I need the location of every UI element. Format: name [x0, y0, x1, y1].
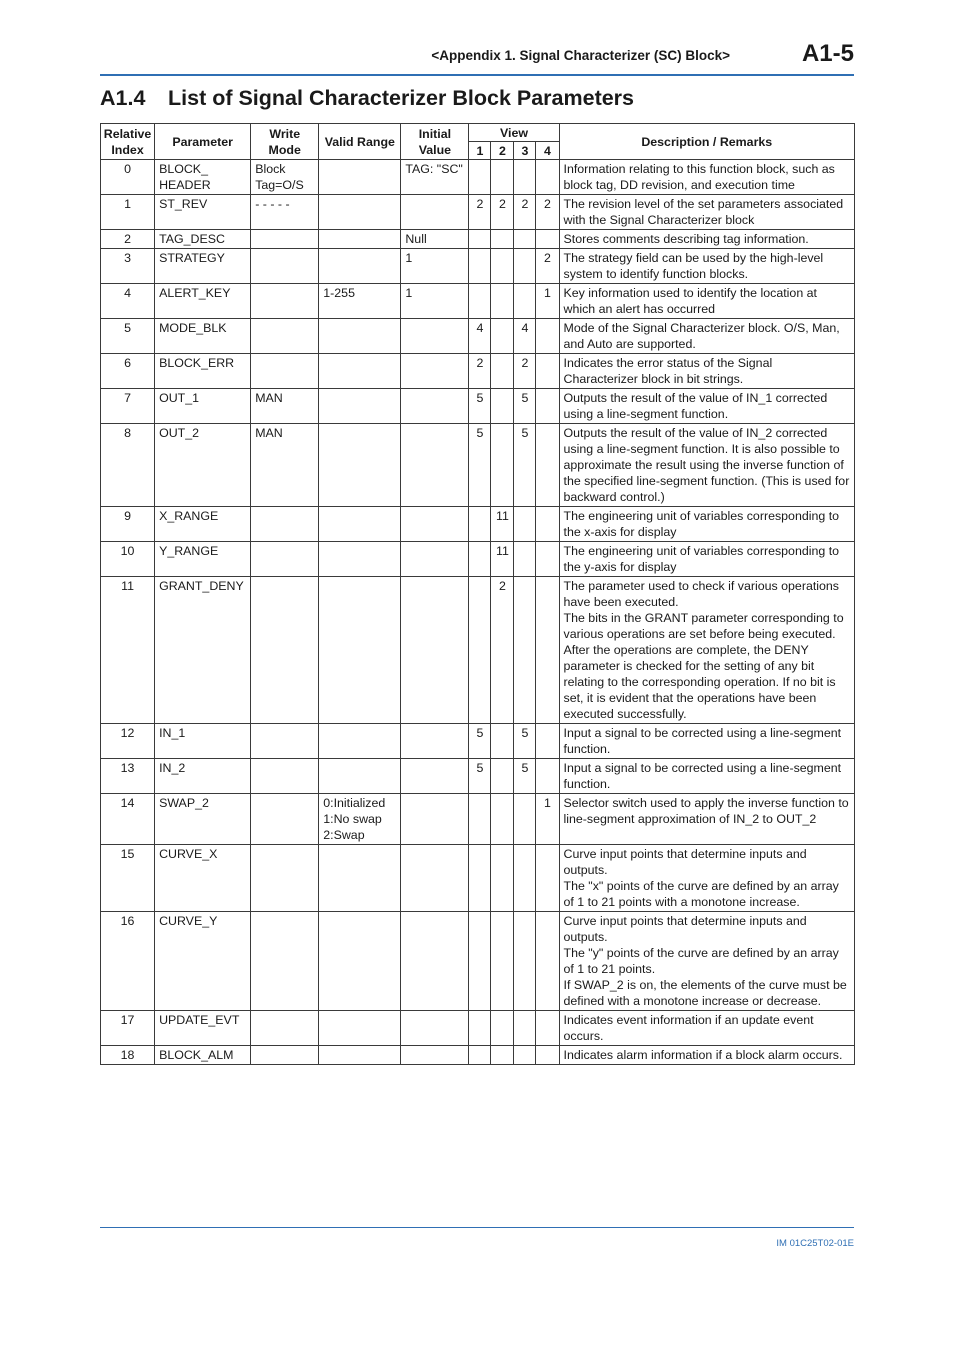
cell-description: Indicates the error status of the Signal Characterizer block in bit strings. [559, 354, 854, 389]
cell-view-3 [514, 507, 536, 542]
cell-initial-value [401, 724, 469, 759]
table-row [101, 912, 855, 1011]
cell-valid-range [319, 354, 401, 389]
cell-valid-range [319, 577, 401, 724]
cell-view-4 [536, 577, 559, 724]
cell-view-1 [469, 794, 491, 845]
cell-description: Information relating to this function block, such as block tag, DD revision, and execution time [559, 160, 854, 195]
col-header-view-1: 1 [469, 142, 491, 160]
cell-valid-range [319, 1011, 401, 1046]
cell-write-mode [251, 794, 319, 845]
cell-view-2: 2 [491, 195, 514, 230]
cell-view-4 [536, 230, 559, 249]
cell-view-4 [536, 507, 559, 542]
cell-initial-value [401, 542, 469, 577]
cell-view-2 [491, 724, 514, 759]
cell-write-mode [251, 1046, 319, 1065]
cell-view-1 [469, 912, 491, 1011]
cell-index: 12 [101, 724, 155, 759]
cell-description: Outputs the result of the value of IN_2 corrected using a line-segment function. It is also possible to approximate the result using the inverse function of the specified line-segment function. (This is used for backward control.) [559, 424, 854, 507]
cell-valid-range [319, 195, 401, 230]
cell-initial-value [401, 319, 469, 354]
document-id: IM 01C25T02-01E [776, 1238, 854, 1249]
cell-write-mode [251, 759, 319, 794]
cell-description: The engineering unit of variables corresponding to the y-axis for display [559, 542, 854, 577]
cell-valid-range [319, 249, 401, 284]
table-row [101, 230, 855, 249]
cell-description: Stores comments describing tag information. [559, 230, 854, 249]
cell-valid-range [319, 389, 401, 424]
cell-valid-range [319, 160, 401, 195]
cell-view-4: 1 [536, 284, 559, 319]
cell-view-1: 5 [469, 759, 491, 794]
cell-view-1: 5 [469, 724, 491, 759]
cell-index: 8 [101, 424, 155, 507]
cell-write-mode [251, 845, 319, 912]
table-row [101, 284, 855, 319]
cell-view-4 [536, 319, 559, 354]
cell-initial-value: 1 [401, 249, 469, 284]
table-row [101, 794, 855, 845]
cell-view-3: 5 [514, 724, 536, 759]
cell-parameter: ST_REV [155, 195, 251, 230]
cell-view-3 [514, 845, 536, 912]
cell-write-mode [251, 542, 319, 577]
cell-description: Indicates alarm information if a block alarm occurs. [559, 1046, 854, 1065]
cell-write-mode [251, 912, 319, 1011]
cell-parameter: GRANT_DENY [155, 577, 251, 724]
cell-description: The engineering unit of variables corresponding to the x-axis for display [559, 507, 854, 542]
cell-parameter: TAG_DESC [155, 230, 251, 249]
cell-valid-range: 1-255 [319, 284, 401, 319]
cell-description: Indicates event information if an update event occurs. [559, 1011, 854, 1046]
cell-view-1 [469, 249, 491, 284]
cell-view-2 [491, 845, 514, 912]
cell-view-4 [536, 1011, 559, 1046]
cell-write-mode [251, 577, 319, 724]
cell-initial-value: 1 [401, 284, 469, 319]
cell-parameter: IN_1 [155, 724, 251, 759]
cell-view-2 [491, 249, 514, 284]
cell-view-1 [469, 230, 491, 249]
cell-view-2 [491, 160, 514, 195]
page-number: A1-5 [801, 40, 854, 67]
table-row [101, 424, 855, 507]
col-header-index: Relative Index [101, 124, 155, 160]
cell-parameter: CURVE_Y [155, 912, 251, 1011]
cell-index: 13 [101, 759, 155, 794]
cell-view-4 [536, 160, 559, 195]
col-header-view: View [469, 124, 559, 142]
cell-valid-range: 0:Initialized 1:No swap 2:Swap [319, 794, 401, 845]
cell-view-2 [491, 230, 514, 249]
cell-initial-value [401, 794, 469, 845]
cell-index: 2 [101, 230, 155, 249]
cell-index: 10 [101, 542, 155, 577]
cell-write-mode [251, 284, 319, 319]
cell-write-mode [251, 1011, 319, 1046]
table-row [101, 577, 855, 724]
cell-description: The parameter used to check if various operations have been executed. The bits in the GRANT parameter corresponding to various operations are set before being executed. After the operations are complete, the DENY parameter is checked for the setting of any bit relating to the corresponding operation. If no bit is set, it is evident that the operations have been executed successfully. [559, 577, 854, 724]
cell-view-2 [491, 319, 514, 354]
cell-write-mode: - - - - - [251, 195, 319, 230]
table-row [101, 319, 855, 354]
table-row [101, 845, 855, 912]
cell-view-2 [491, 1046, 514, 1065]
cell-view-1 [469, 160, 491, 195]
cell-valid-range [319, 507, 401, 542]
cell-parameter: ALERT_KEY [155, 284, 251, 319]
cell-view-4 [536, 1046, 559, 1065]
cell-index: 9 [101, 507, 155, 542]
cell-write-mode [251, 354, 319, 389]
cell-valid-range [319, 230, 401, 249]
cell-valid-range [319, 912, 401, 1011]
cell-view-2 [491, 284, 514, 319]
col-header-initial-value: Initial Value [401, 124, 469, 160]
cell-index: 17 [101, 1011, 155, 1046]
cell-index: 11 [101, 577, 155, 724]
table-row [101, 249, 855, 284]
cell-view-1: 2 [469, 354, 491, 389]
cell-view-3 [514, 912, 536, 1011]
footer-rule [100, 1227, 854, 1228]
cell-view-2 [491, 424, 514, 507]
cell-view-3: 4 [514, 319, 536, 354]
cell-initial-value [401, 424, 469, 507]
cell-write-mode [251, 249, 319, 284]
cell-parameter: BLOCK_ALM [155, 1046, 251, 1065]
section-title-text: List of Signal Characterizer Block Parameters [168, 86, 635, 110]
cell-description: Key information used to identify the location at which an alert has occurred [559, 284, 854, 319]
cell-description: Input a signal to be corrected using a line-segment function. [559, 724, 854, 759]
cell-view-1: 2 [469, 195, 491, 230]
cell-initial-value: Null [401, 230, 469, 249]
cell-view-4 [536, 542, 559, 577]
table-row [101, 1011, 855, 1046]
cell-parameter: UPDATE_EVT [155, 1011, 251, 1046]
cell-view-2: 11 [491, 507, 514, 542]
cell-valid-range [319, 424, 401, 507]
cell-parameter: Y_RANGE [155, 542, 251, 577]
cell-initial-value [401, 759, 469, 794]
cell-write-mode [251, 230, 319, 249]
cell-view-3 [514, 1011, 536, 1046]
col-header-description: Description / Remarks [559, 124, 854, 160]
cell-initial-value [401, 389, 469, 424]
table-row [101, 507, 855, 542]
cell-parameter: OUT_1 [155, 389, 251, 424]
cell-view-1 [469, 507, 491, 542]
cell-view-3 [514, 160, 536, 195]
col-header-view-3: 3 [514, 142, 536, 160]
cell-initial-value [401, 577, 469, 724]
cell-initial-value [401, 1011, 469, 1046]
cell-write-mode: MAN [251, 424, 319, 507]
cell-write-mode: MAN [251, 389, 319, 424]
cell-index: 14 [101, 794, 155, 845]
cell-parameter: MODE_BLK [155, 319, 251, 354]
header-rule [100, 74, 854, 76]
cell-view-3 [514, 230, 536, 249]
table-row [101, 354, 855, 389]
cell-view-1 [469, 284, 491, 319]
cell-parameter: CURVE_X [155, 845, 251, 912]
cell-initial-value [401, 507, 469, 542]
cell-description: Selector switch used to apply the inverse function to line-segment approximation of IN_2 to OUT_2 [559, 794, 854, 845]
cell-valid-range [319, 319, 401, 354]
cell-view-3 [514, 1046, 536, 1065]
cell-parameter: STRATEGY [155, 249, 251, 284]
cell-initial-value [401, 1046, 469, 1065]
cell-parameter: IN_2 [155, 759, 251, 794]
col-header-write-mode: Write Mode [251, 124, 319, 160]
cell-view-3: 5 [514, 759, 536, 794]
cell-initial-value [401, 845, 469, 912]
col-header-parameter: Parameter [155, 124, 251, 160]
cell-valid-range [319, 724, 401, 759]
cell-view-3: 2 [514, 354, 536, 389]
cell-view-4 [536, 424, 559, 507]
cell-view-4: 2 [536, 195, 559, 230]
cell-valid-range [319, 1046, 401, 1065]
cell-view-2 [491, 794, 514, 845]
cell-parameter: X_RANGE [155, 507, 251, 542]
cell-initial-value [401, 354, 469, 389]
cell-view-2 [491, 912, 514, 1011]
cell-view-2 [491, 759, 514, 794]
cell-parameter: BLOCK_ERR [155, 354, 251, 389]
cell-view-4 [536, 724, 559, 759]
cell-write-mode: Block Tag=O/S [251, 160, 319, 195]
parameter-table [100, 123, 855, 1065]
cell-view-4 [536, 759, 559, 794]
cell-description: Curve input points that determine inputs and outputs. The "x" points of the curve are defined by an array of 1 to 21 points with a monotone increase. [559, 845, 854, 912]
section-title [100, 86, 634, 111]
cell-index: 0 [101, 160, 155, 195]
cell-view-3 [514, 542, 536, 577]
cell-index: 16 [101, 912, 155, 1011]
cell-initial-value: TAG: "SC" [401, 160, 469, 195]
cell-view-1 [469, 577, 491, 724]
cell-view-1: 5 [469, 389, 491, 424]
cell-description: The strategy field can be used by the high-level system to identify function blocks. [559, 249, 854, 284]
cell-view-4: 1 [536, 794, 559, 845]
table-row [101, 195, 855, 230]
cell-view-3: 5 [514, 424, 536, 507]
cell-view-2 [491, 354, 514, 389]
cell-view-1 [469, 845, 491, 912]
col-header-view-2: 2 [491, 142, 514, 160]
cell-write-mode [251, 724, 319, 759]
col-header-valid-range: Valid Range [319, 124, 401, 160]
cell-description: Input a signal to be corrected using a line-segment function. [559, 759, 854, 794]
cell-write-mode [251, 507, 319, 542]
running-header: <Appendix 1. Signal Characterizer (SC) Block> [431, 48, 730, 63]
table-row [101, 724, 855, 759]
cell-index: 5 [101, 319, 155, 354]
cell-index: 7 [101, 389, 155, 424]
cell-valid-range [319, 845, 401, 912]
cell-index: 1 [101, 195, 155, 230]
cell-view-3: 5 [514, 389, 536, 424]
col-header-view-4: 4 [536, 142, 559, 160]
section-number: A1.4 [100, 86, 146, 110]
cell-view-1 [469, 542, 491, 577]
cell-description: The revision level of the set parameters associated with the Signal Characterizer block [559, 195, 854, 230]
table-row [101, 389, 855, 424]
cell-view-3 [514, 577, 536, 724]
cell-description: Outputs the result of the value of IN_1 corrected using a line-segment function. [559, 389, 854, 424]
cell-view-4: 2 [536, 249, 559, 284]
cell-view-1: 4 [469, 319, 491, 354]
cell-view-2 [491, 1011, 514, 1046]
cell-index: 4 [101, 284, 155, 319]
cell-view-2: 2 [491, 577, 514, 724]
cell-view-3 [514, 284, 536, 319]
cell-initial-value [401, 912, 469, 1011]
cell-view-2: 11 [491, 542, 514, 577]
cell-valid-range [319, 759, 401, 794]
table-row [101, 1046, 855, 1065]
cell-view-1: 5 [469, 424, 491, 507]
cell-index: 6 [101, 354, 155, 389]
table-row [101, 759, 855, 794]
cell-view-1 [469, 1046, 491, 1065]
cell-view-4 [536, 354, 559, 389]
cell-view-3 [514, 794, 536, 845]
cell-valid-range [319, 542, 401, 577]
cell-parameter: OUT_2 [155, 424, 251, 507]
cell-description: Mode of the Signal Characterizer block. O/S, Man, and Auto are supported. [559, 319, 854, 354]
cell-index: 15 [101, 845, 155, 912]
cell-write-mode [251, 319, 319, 354]
cell-parameter: BLOCK_ HEADER [155, 160, 251, 195]
parameter-table-body [101, 160, 855, 1065]
cell-index: 18 [101, 1046, 155, 1065]
table-row [101, 160, 855, 195]
cell-view-3: 2 [514, 195, 536, 230]
cell-view-3 [514, 249, 536, 284]
cell-view-4 [536, 389, 559, 424]
cell-initial-value [401, 195, 469, 230]
cell-view-4 [536, 845, 559, 912]
cell-parameter: SWAP_2 [155, 794, 251, 845]
cell-view-4 [536, 912, 559, 1011]
table-row [101, 542, 855, 577]
cell-view-1 [469, 1011, 491, 1046]
cell-index: 3 [101, 249, 155, 284]
cell-view-2 [491, 389, 514, 424]
cell-description: Curve input points that determine inputs and outputs. The "y" points of the curve are defined by an array of 1 to 21 points. If SWAP_2 is on, the elements of the curve must be defined with a monotone increase or decrease. [559, 912, 854, 1011]
